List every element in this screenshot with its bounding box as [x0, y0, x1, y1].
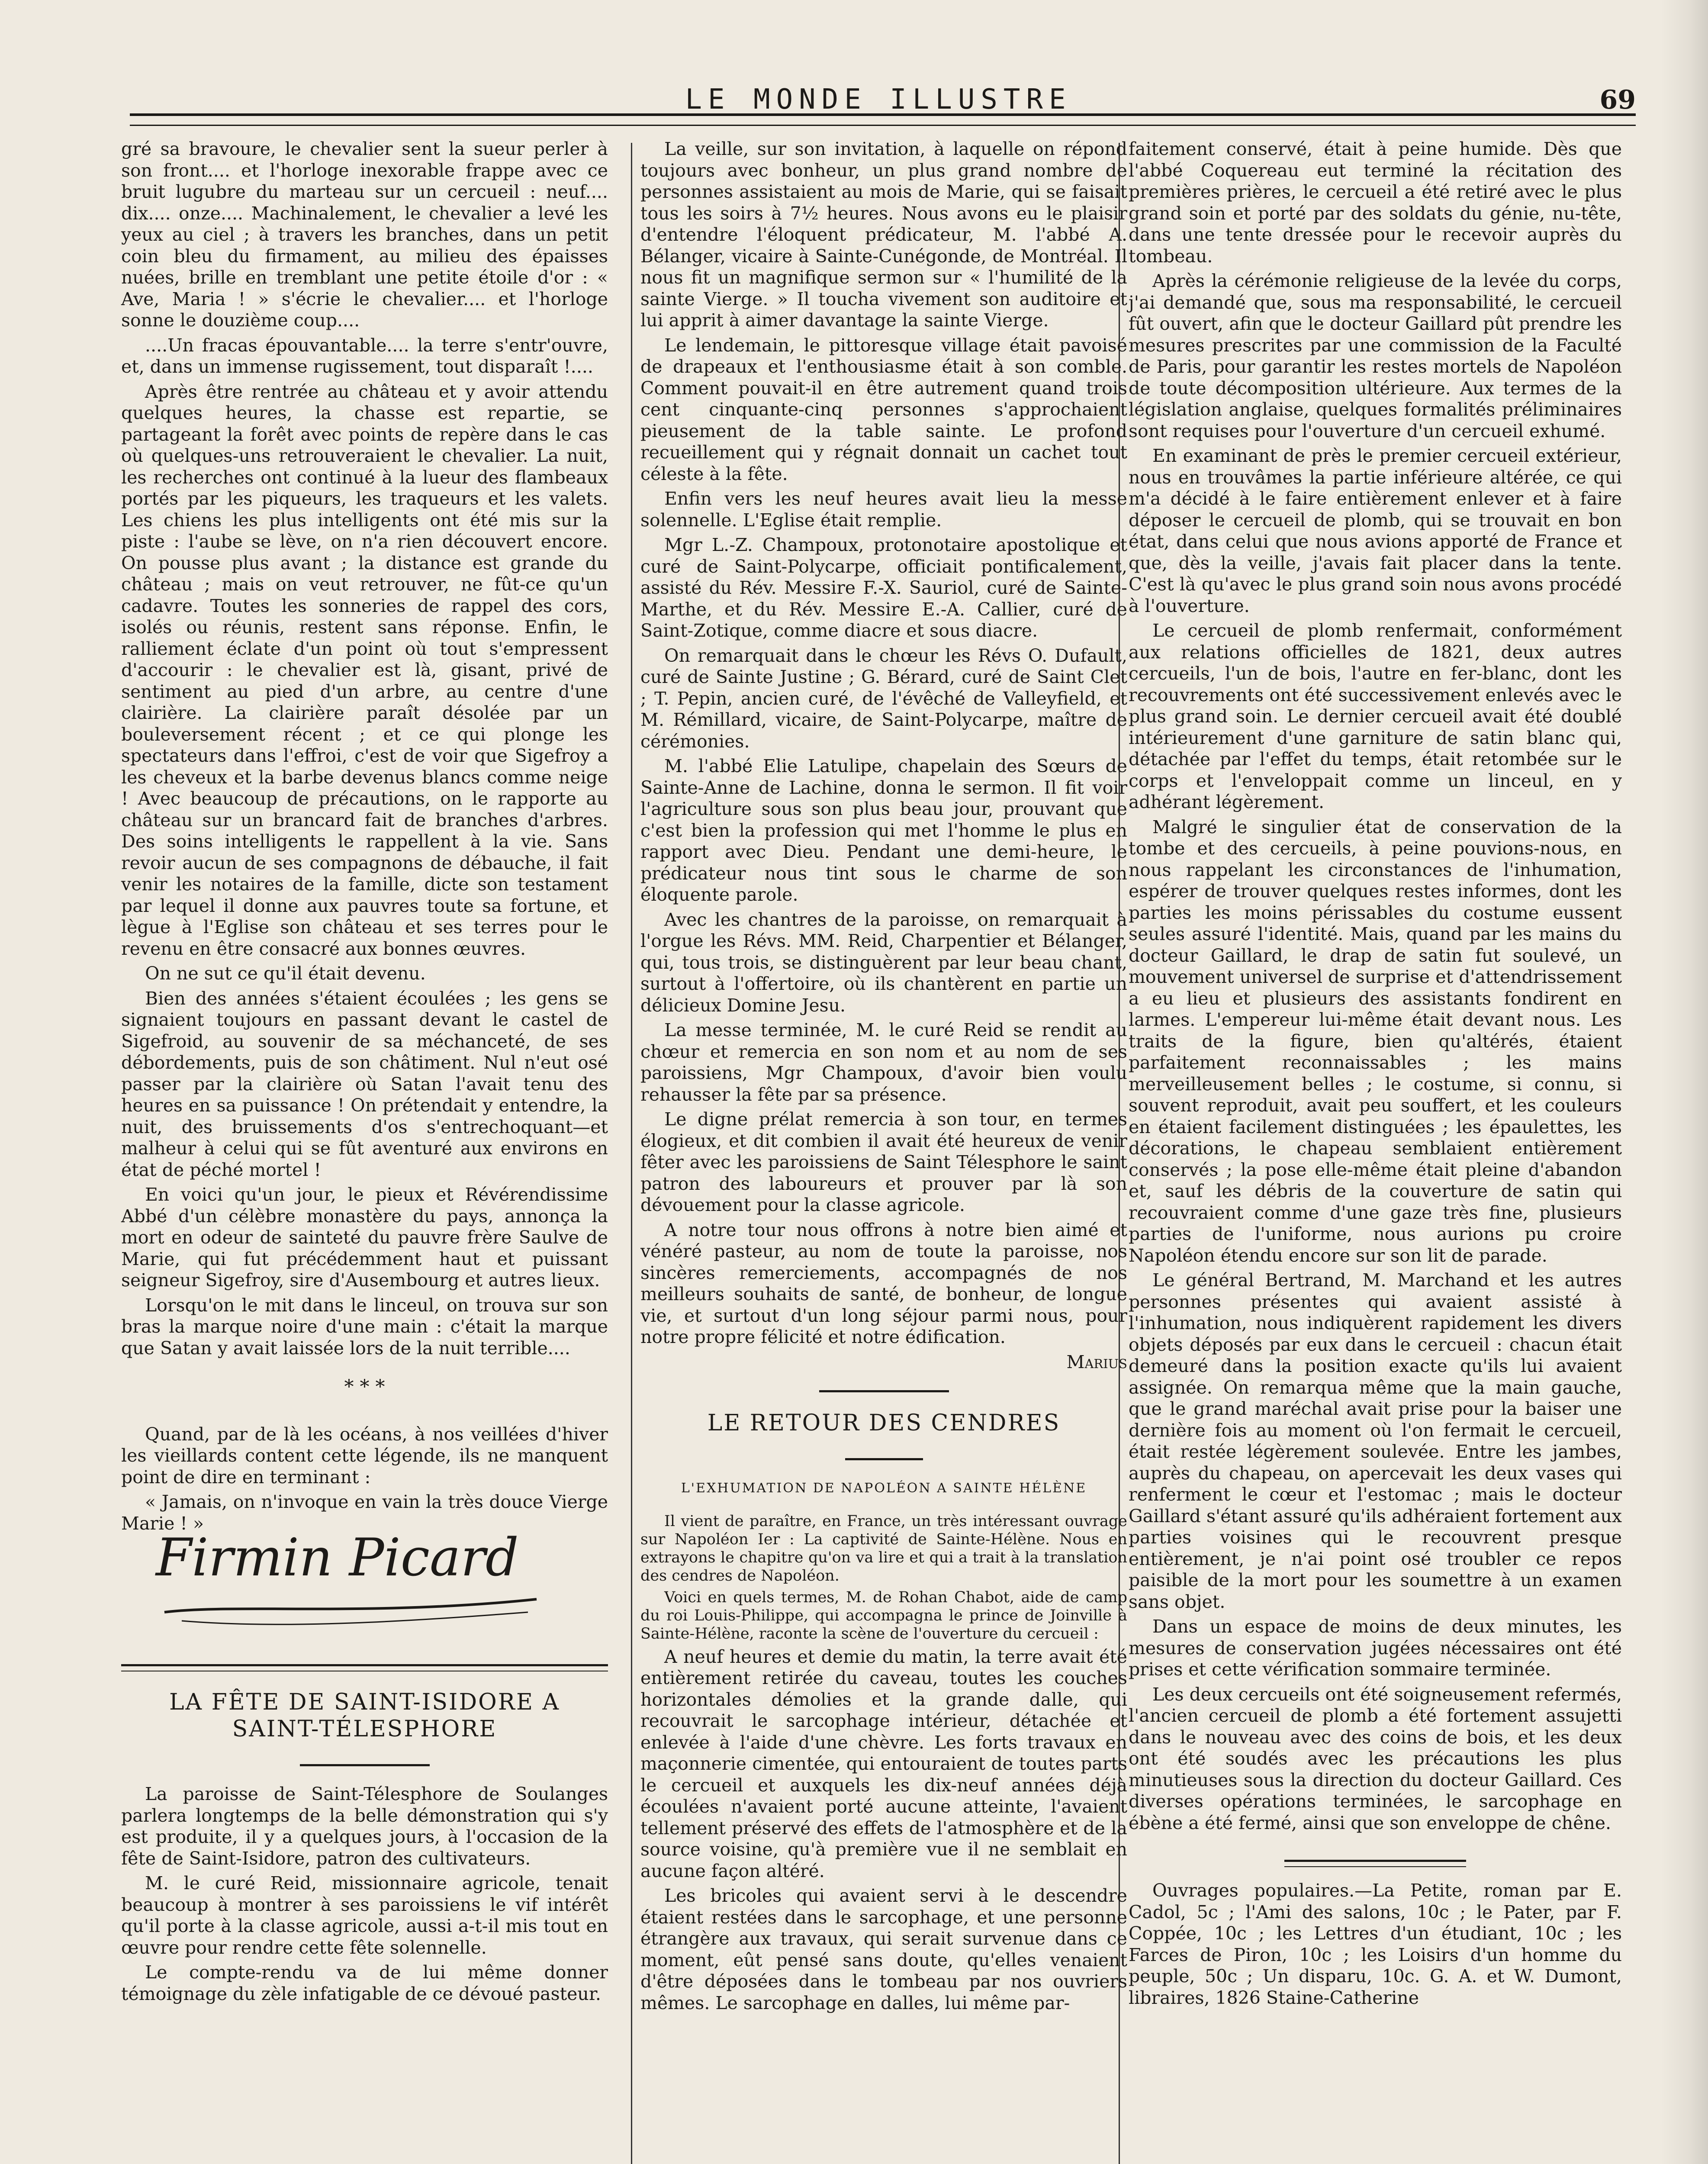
intro-paragraph: Voici en quels termes, M. de Rohan Chabot, aide de camp du roi Louis-Philippe, qui accompagna le prince de Joinville à Sainte-Hélène, raconte la scène de l'ouverture du cercueil : — [640, 1588, 1127, 1642]
page-number: 69 — [1599, 85, 1636, 115]
asterism: * * * — [344, 1376, 385, 1398]
article-subtitle: L'EXHUMATION DE NAPOLÉON A SAINTE HÉLÈNE — [681, 1481, 1087, 1496]
paragraph: Quand, par de là les océans, à nos veillées d'hiver les vieillards content cette légende, ils ne manquent point de dire en terminant : — [121, 1423, 608, 1488]
paragraph: Avec les chantres de la paroisse, on remarquait à l'orgue les Révs. MM. Reid, Charpentier et Bélanger, qui, tous trois, se distinguèrent par leur beau chant, surtout à l'offertoire, où ils chantèrent en partie un délicieux Domine Jesu. — [640, 909, 1127, 1016]
paragraph: A neuf heures et demie du matin, la terre avait été entièrement retirée du caveau, toutes les couches horizontales démolies et la grande dalle, qui recouvrait le sarcophage intérieur, détachée et enlevée à l'aide d'une chèvre. Les forts travaux en maçonnerie cimentée, qui entouraient de toutes parts le cercueil et auxquels les dix-neuf années déjà écoulées n'avaient porté aucune atteinte, l'avaient tellement préservé des effets de l'atmosphère et de la source voisine, qu'à première vue il ne semblait en aucune façon altéré. — [640, 1646, 1127, 1881]
author-signature — [156, 1528, 608, 1638]
intro-paragraph: Il vient de paraître, en France, un très intéressant ouvrage sur Napoléon Ier : La captivité de Sainte-Hélène. Nous en extrayons le chapitre qu'on va lire et qui a trait à la translation des cendres de Napoléon. — [640, 1512, 1127, 1584]
title-rule — [845, 1458, 923, 1460]
paragraph: Enfin vers les neuf heures avait lieu la messe solennelle. L'Eglise était remplie. — [640, 488, 1127, 531]
advertisement: Ouvrages populaires.—La Petite, roman par E. Cadol, 5c ; l'Ami des salons, 10c ; le Pater, par F. Coppée, 10c ; les Lettres d'un étudiant, 10c ; les Farces de Piron, 10c ; les Loisirs d'un homme du peuple, 50c ; Un disparu, 10c. G. A. et W. Dumont, libraires, 1826 Staine-Catherine — [1129, 1880, 1622, 2008]
title-rule — [300, 1764, 430, 1766]
header-rule — [130, 113, 1636, 126]
page-edge-shadow — [1660, 0, 1708, 2164]
paragraph: Après la cérémonie religieuse de la levée du corps, j'ai demandé que, sous ma responsabilité, le cercueil fût ouvert, afin que le docteur Gaillard pût prendre les mesures prescrites par une commission de la Faculté de Paris, pour garantir les restes mortels de Napoléon de toute décomposition ultérieure. Aux termes de la législation anglaise, quelques formalités préliminaires sont requises pour l'ouverture d'un cercueil exhumé. — [1129, 270, 1622, 441]
paragraph: Les deux cercueils ont été soigneusement refermés, l'ancien cercueil de plomb a été fortement assujetti dans le nouveau avec des coins de bois, et les deux ont été soudés avec les précautions les plus minutieuses sous la direction du docteur Gaillard. Ces diverses opérations terminées, le sarcophage en ébène a été fermé, ainsi que son enveloppe de chêne. — [1129, 1684, 1622, 1833]
paragraph: La paroisse de Saint-Télesphore de Soulanges parlera longtemps de la belle démonstration qui s'y est produite, il y a quelques jours, à l'occasion de la fête de Saint-Isidore, patron des cultivateurs. — [121, 1784, 608, 1869]
paragraph: En voici qu'un jour, le pieux et Révérendissime Abbé d'un célèbre monastère du pays, annonça la mort en odeur de sainteté du pauvre frère Saulve de Marie, qui fut précédemment haut et puissant seigneur Sigefroy, sire d'Ausembourg et autres lieux. — [121, 1184, 608, 1291]
column-3 — [1129, 138, 1622, 2012]
paragraph: Lorsqu'on le mit dans le linceul, on trouva sur son bras la marque noire d'une main : c'était la marque que Satan y avait laissée lors de la nuit terrible.... — [121, 1295, 608, 1359]
paragraph: M. le curé Reid, missionnaire agricole, tenait beaucoup à montrer à ses paroissiens le vif intérêt qu'il porte à la classe agricole, aussi a-t-il mis tout en œuvre pour rendre cette fête solennelle. — [121, 1873, 608, 1958]
paragraph: Le digne prélat remercia à son tour, en termes élogieux, et dit combien il avait été heureux de venir fêter avec les paroissiens de Saint Télesphore le saint patron des laboureurs et prouver par là son dévouement pour la classe agricole. — [640, 1109, 1127, 1215]
paragraph: gré sa bravoure, le chevalier sent la sueur perler à son front.... et l'horloge inexorable frappe avec ce bruit lugubre du marteau sur un cercueil : neuf.... dix.... onze.... Machinalement, le chevalier a levé les yeux au ciel ; à travers les branches, dans un petit coin bleu du firmament, au milieu des épaisses nuées, brille en tremblant une petite étoile d'or : « Ave, Maria ! » s'écrie le chevalier.... et l'horloge sonne le douzième coup.... — [121, 138, 608, 331]
section-rule — [819, 1390, 949, 1392]
column-divider-1 — [631, 143, 632, 2164]
paragraph: Le cercueil de plomb renfermait, conformément aux relations officielles de 1821, deux autres cercueils, l'un de bois, l'autre en fer-blanc, dont les recouvrements ont été successivement enlevés avec le plus grand soin. Le dernier cercueil avait été doublé intérieurement d'une garniture de satin blanc qui, détachée par l'effet du temps, était retombée sur le corps et l'enveloppait comme un linceul, en y adhérant légèrement. — [1129, 620, 1622, 812]
paragraph: Le lendemain, le pittoresque village était pavoisé de drapeaux et l'enthousiasme était à son comble. Comment pouvait-il en être autrement quand trois cent cinquante-cinq personnes s'approchaient pieusement de la table sainte. Le profond recueillement qui y régnait donnait un cachet tout céleste à la fête. — [640, 335, 1127, 484]
paragraph: On remarquait dans le chœur les Révs O. Dufault, curé de Sainte Justine ; G. Bérard, curé de Saint Clet ; T. Pepin, ancien curé, de l'évêché de Valleyfield, et M. Rémillard, vicaire, de Saint-Polycarpe, maître de cérémonies. — [640, 645, 1127, 752]
paragraph: faitement conservé, était à peine humide. Dès que l'abbé Coquereau eut terminé la récitation des premières prières, le cercueil a été retiré avec le plus grand soin et porté par des soldats du génie, nu-tête, dans une tente dressée pour le recevoir auprès du tombeau. — [1129, 138, 1622, 267]
paragraph: Malgré le singulier état de conservation de la tombe et des cercueils, à peine pouvions-nous, en nous rappelant les circonstances de l'inhumation, espérer de trouver quelques restes informes, dont les parties les moins périssables du costume eussent seules assuré l'identité. Mais, quand par les mains du docteur Gaillard, le drap de satin fut soulevé, un mouvement universel de surprise et d'attendrissement a eu lieu et plusieurs des assistants fondirent en larmes. L'empereur lui-même était devant nous. Les traits de la figure, bien qu'altérés, étaient parfaitement reconnaissables ; les mains merveilleusement belles ; le costume, si connu, si souvent reproduit, avait peu souffert, et les couleurs en étaient facilement distinguées ; les épaulettes, les décorations, le chapeau semblaient entièrement conservés ; la pose elle-même était pleine d'abandon et, sauf les débris de la couverture de satin qui recouvraient comme d'une gaze très fine, plusieurs parties de l'uniforme, nous aurions pu croire Napoléon étendu encore sur son lit de parade. — [1129, 816, 1622, 1266]
paragraph: Mgr L.-Z. Champoux, protonotaire apostolique et curé de Saint-Polycarpe, officiait pontificalement, assisté du Rév. Messire F.-X. Sauriol, curé de Sainte-Marthe, et du Rév. Messire E.-A. Callier, curé de Saint-Zotique, comme diacre et sous diacre. — [640, 535, 1127, 641]
paragraph: Après être rentrée au château et y avoir attendu quelques heures, la chasse est repartie, se partageant la forêt avec points de repère dans le cas où quelques-uns retrouveraient le chevalier. La nuit, les recherches ont continué à la lueur des flambeaux portés par les piqueurs, les traqueurs et les valets. Les chiens les plus intelligents ont été mis sur la piste : l'aube se lève, on n'a rien découvert encore. On pousse plus avant ; la distance est grande du château ; mais on veut retrouver, ne fût-ce qu'un cadavre. Toutes les sonneries de rappel des cors, isolés ou réunis, restent sans réponse. Enfin, le ralliement éclate d'un point où tout s'empressent d'accourir : le chevalier est là, gisant, privé de sentiment au pied d'un arbre, au centre d'une clairière. La clairière paraît désolée par un bouleversement récent ; et ce qui plonge les spectateurs dans l'effroi, c'est de voir que Sigefroy a les cheveux et la barbe devenus blancs comme neige ! Avec beaucoup de précautions, on le rapporte au château sur un brancard fait de branches d'arbres. Des soins intelligents le rappellent à la vie. Sans revoir aucun de ses compagnons de débauche, il fait venir les notaires de la famille, dicte son testament par lequel il donne aux pauvres toute sa fortune, et lègue à l'Eglise son château et ses terres pour le revenu en être consacré aux bonnes œuvres. — [121, 381, 608, 959]
paragraph: Les bricoles qui avaient servi à le descendre étaient restées dans le sarcophage, et une personne étrangère aux travaux, qui serait survenue dans ce moment, eût pensé sans doute, qu'elles venaient d'être déposées dans le tombeau par nos ouvriers mêmes. Le sarcophage en dalles, lui même par- — [640, 1885, 1127, 2013]
masthead: LE MONDE ILLUSTRE — [685, 84, 1072, 116]
paragraph: On ne sut ce qu'il était devenu. — [145, 963, 426, 984]
paragraph: Dans un espace de moins de deux minutes, les mesures de conservation jugées nécessaires ont été prises et cette vérification sommaire terminée. — [1129, 1616, 1622, 1680]
author-signoff: Marius — [1066, 1351, 1127, 1372]
paragraph: A notre tour nous offrons à notre bien aimé et vénéré pasteur, au nom de toute la paroisse, nos sincères remerciements, accompagnés de nos meilleurs souhaits de santé, de bonheur, de longue vie, et surtout d'un long séjour parmi nous, pour notre propre félicité et notre édification. — [640, 1219, 1127, 1347]
column-1 — [121, 138, 608, 2008]
paragraph: « Jamais, on n'invoque en vain la très douce Vierge Marie ! » — [121, 1491, 608, 1534]
article-title-fete: LA FÊTE DE SAINT-ISIDORE A SAINT-TÉLESPHORE — [169, 1689, 560, 1742]
paragraph: Le général Bertrand, M. Marchand et les autres personnes présentes qui avaient assisté à l'inhumation, nous indiquèrent rapidement les divers objets déposés par eux dans le cercueil : chacun était demeuré dans la position exacte qu'ils lui avaient assignée. On remarqua même que la main gauche, que le grand maréchal avait prise pour la baiser une dernière fois au moment où l'on fermait le cercueil, était restée légèrement soulevée. Entre les jambes, auprès du chapeau, on apercevait les deux vases qui renferment le cœur et l'estomac ; mais le docteur Gaillard s'étant assuré qu'ils adhéraient fortement aux parties voisines qui le recouvrent presque entièrement, je n'ai point osé troubler ce repos paisible de la mort pour les soumettre à un examen sans objet. — [1129, 1270, 1622, 1612]
paragraph: En examinant de près le premier cercueil extérieur, nous en trouvâmes la partie inférieure altérée, ce qui m'a décidé à le faire entièrement enlever et à faire déposer le cercueil de plomb, qui se trouvait en bon état, dans celui que nous avions apporté de France et que, dès la veille, j'avais fait placer dans la tente. C'est là qu'avec le plus grand soin nous avons procédé à l'ouverture. — [1129, 445, 1622, 616]
paragraph: Bien des années s'étaient écoulées ; les gens se signaient toujours en passant devant le castel de Sigefroid, au souvenir de sa méchanceté, de ses débordements, puis de son châtiment. Nul n'eut osé passer par la clairière où Satan l'avait tenu des heures en sa puissance ! On prétendait y entendre, la nuit, des bruissements d'os s'entrechoquant—et malheur à celui qui se fût aventuré aux environs en état de péché mortel ! — [121, 988, 608, 1180]
article-title-retour: LE RETOUR DES CENDRES — [707, 1410, 1061, 1436]
paragraph: La veille, sur son invitation, à laquelle on répond toujours avec bonheur, un plus grand nombre de personnes assistaient au mois de Marie, qui se faisait tous les soirs à 7½ heures. Nous avons eu le plaisir d'entendre l'éloquent prédicateur, M. l'abbé A. Bélanger, vicaire à Sainte-Cunégonde, de Montréal. Il nous fit un magnifique sermon sur « l'humilité de la sainte Vierge. » Il toucha vivement son auditoire et lui apprit à aimer davantage la sainte Vierge. — [640, 138, 1127, 331]
section-rule — [1284, 1860, 1466, 1867]
paragraph: M. l'abbé Elie Latulipe, chapelain des Sœurs de Sainte-Anne de Lachine, donna le sermon. Il fit voir l'agriculture sous son plus beau jour, prouvant que c'est bien la profession qui met l'homme le plus en rapport avec Dieu. Pendant une demi-heure, le prédicateur nous tint sous le charme de son éloquente parole. — [640, 756, 1127, 905]
paragraph: ....Un fracas épouvantable.... la terre s'entr'ouvre, et, dans un immense rugissement, tout disparaît !.... — [121, 335, 608, 377]
paragraph: La messe terminée, M. le curé Reid se rendit au chœur et remercia en son nom et au nom de ses paroissiens, Mgr Champoux, d'avoir bien voulu rehausser la fête par sa présence. — [640, 1020, 1127, 1105]
column-2 — [640, 138, 1127, 2017]
section-rule — [121, 1664, 608, 1671]
paragraph: Le compte-rendu va de lui même donner témoignage du zèle infatigable de ce dévoué pasteur. — [121, 1962, 608, 2004]
signature-text: Firmin Picard — [156, 1528, 519, 1588]
